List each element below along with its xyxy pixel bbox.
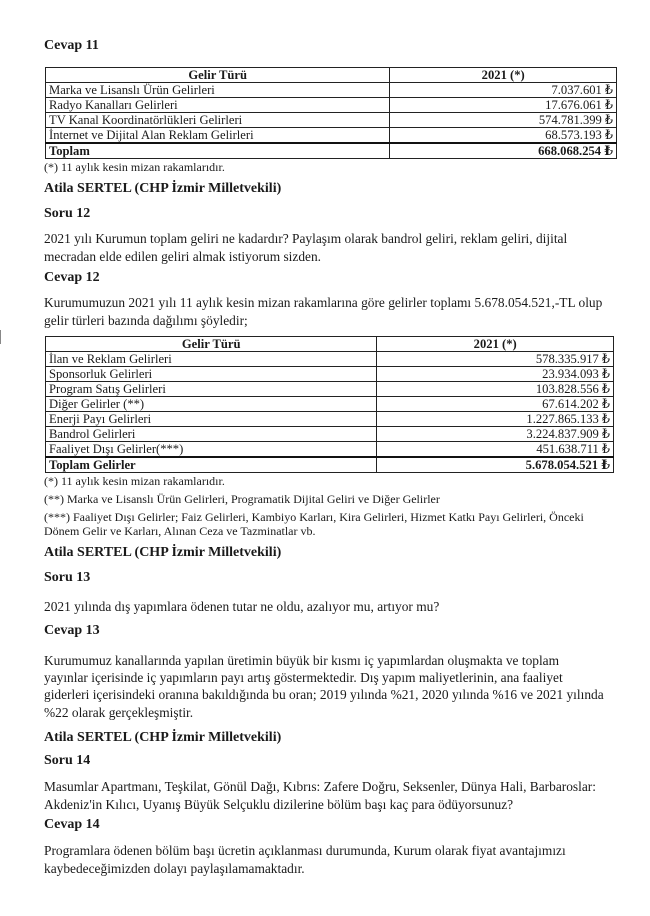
row-value: 23.934.093 ₺ [377,367,614,382]
question-13-line: 2021 yılında dış yapımlara ödenen tutar ne oldu, azalıyor mu, artıyor mu? [44,599,440,614]
answer-12-heading: Cevap 12 [44,270,100,285]
total-value: 668.068.254 ₺ [390,143,617,159]
row-label: Sponsorluk Gelirleri [46,367,377,382]
question-14-heading: Soru 14 [44,753,91,768]
table-footnote: Dönem Gelir ve Karları, Alınan Ceza ve Tazminatlar vb. [44,524,316,538]
table-row [46,83,617,98]
answer-13-heading: Cevap 13 [44,623,100,638]
table-header-row [46,337,614,352]
row-label: Program Satış Gelirleri [46,382,377,397]
table-row [46,98,617,113]
table-row [46,427,614,442]
table-footnote: (**) Marka ve Lisanslı Ürün Gelirleri, Programatik Dijital Geliri ve Diğer Gelirler [44,492,440,506]
column-header-type: Gelir Türü [46,337,377,352]
row-value: 67.614.202 ₺ [377,397,614,412]
answer-14-line: Programlara ödenen bölüm başı ücretin açıklanması durumunda, Kurum olarak fiyat avantajımızı [44,843,566,858]
table-footnote: (***) Faaliyet Dışı Gelirler; Faiz Gelirleri, Kambiyo Karları, Kira Gelirleri, Hizmet Katkı Payı Gelirleri, Önceki [44,510,584,524]
row-label: Diğer Gelirler (**) [46,397,377,412]
row-label: Marka ve Lisanslı Ürün Gelirleri [46,83,390,98]
table-row [46,412,614,427]
deputy-heading: Atila SERTEL (CHP İzmir Milletvekili) [44,545,282,560]
table-total-row [46,143,617,159]
table-footnote: (*) 11 aylık kesin mizan rakamlarıdır. [44,474,225,488]
answer-14-line: kaybedeceğimizden dolayı paylaşılamamaktadır. [44,861,305,876]
row-label: Bandrol Gelirleri [46,427,377,442]
row-value: 1.227.865.133 ₺ [377,412,614,427]
answer-12-line: gelir türleri bazında dağılımı şöyledir; [44,313,248,328]
table-row [46,128,617,144]
table-row [46,367,614,382]
table-row [46,352,614,367]
table-row [46,113,617,128]
row-value: 3.224.837.909 ₺ [377,427,614,442]
total-value: 5.678.054.521 ₺ [377,457,614,473]
total-label: Toplam Gelirler [46,457,377,473]
column-header-year: 2021 (*) [390,68,617,83]
table-row [46,397,614,412]
row-label: Radyo Kanalları Gelirleri [46,98,390,113]
answer-11-heading: Cevap 11 [44,38,99,53]
row-label: İlan ve Reklam Gelirleri [46,352,377,367]
table-footnote: (*) 11 aylık kesin mizan rakamlarıdır. [44,160,225,174]
answer-12-line: Kurumumuzun 2021 yılı 11 aylık kesin mizan rakamlarına göre gelirler toplamı 5.678.054.521,-TL olup [44,295,603,310]
table-total-row [46,457,614,473]
question-14-line: Masumlar Apartmanı, Teşkilat, Gönül Dağı, Kıbrıs: Zafere Doğru, Seksenler, Dünya Hali, Barbaroslar: [44,779,596,794]
row-value: 451.638.711 ₺ [377,442,614,458]
row-label: Enerji Payı Gelirleri [46,412,377,427]
row-value: 7.037.601 ₺ [390,83,617,98]
column-header-type: Gelir Türü [46,68,390,83]
row-value: 103.828.556 ₺ [377,382,614,397]
answer-13-line: yayınlar içerisinde iç yapımların payı artış göstermektedir. Dış yapım maliyetlerinin, ana faaliyet [44,670,563,685]
answer-13-line: %22 olarak gerçekleşmiştir. [44,705,194,720]
question-12-heading: Soru 12 [44,206,91,221]
answer-13-line: Kurumumuz kanallarında yapılan üretimin büyük bir kısmı iç yapımlardan oluşmakta ve toplam [44,653,560,668]
column-header-year: 2021 (*) [377,337,614,352]
question-14-line: Akdeniz'in Kılıcı, Uyanış Büyük Selçuklu dizilerine bölüm başı kaç para ödüyorsunuz? [44,797,514,812]
table-row [46,382,614,397]
row-label: TV Kanal Koordinatörlükleri Gelirleri [46,113,390,128]
row-value: 574.781.399 ₺ [390,113,617,128]
table-header-row [46,68,617,83]
row-label: İnternet ve Dijital Alan Reklam Gelirleri [46,128,390,144]
revenue-table-11 [45,67,617,159]
answer-13-line: giderleri içerisindeki oranına bakıldığında bu oran; 2019 yılında %21, 2020 yılında %16 ve 2021 yılında [44,687,604,702]
scan-edge-mark [0,330,3,344]
question-12-line: 2021 yılı Kurumun toplam geliri ne kadardır? Paylaşım olarak bandrol geliri, reklam geliri, dijital [44,231,568,246]
row-value: 68.573.193 ₺ [390,128,617,144]
question-12-line: mecradan elde edilen geliri almak istiyorum sizden. [44,249,322,264]
table-row [46,442,614,458]
question-13-heading: Soru 13 [44,570,91,585]
answer-14-heading: Cevap 14 [44,817,100,832]
total-label: Toplam [46,143,390,159]
row-value: 578.335.917 ₺ [377,352,614,367]
row-label: Faaliyet Dışı Gelirler(***) [46,442,377,458]
deputy-heading: Atila SERTEL (CHP İzmir Milletvekili) [44,730,282,745]
revenue-table-12 [45,336,614,473]
deputy-heading: Atila SERTEL (CHP İzmir Milletvekili) [44,181,282,196]
row-value: 17.676.061 ₺ [390,98,617,113]
